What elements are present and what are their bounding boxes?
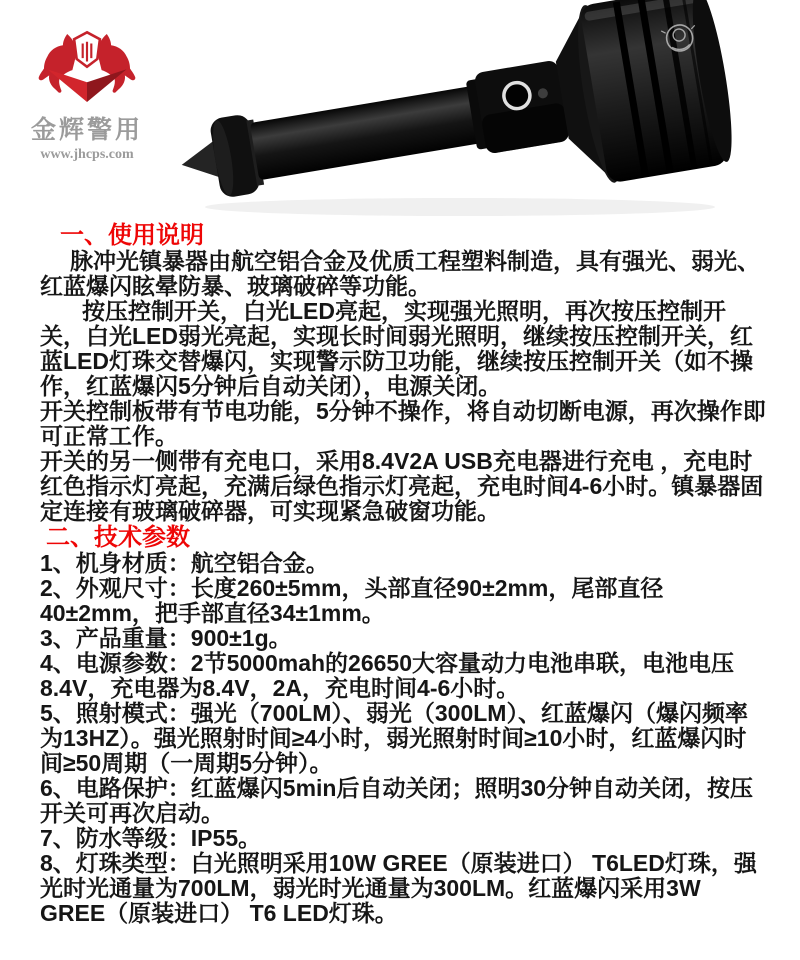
spec-item-led-type: 8、灯珠类型：白光照明采用10W GREE（原装进口） T6LED灯珠，强光时光通量为700LM，弱光时光通量为300LM。红蓝爆闪采用3W GREE（原装进口） T6 LED灯珠。 [40, 850, 757, 926]
flashlight-image [150, 0, 750, 222]
usage-paragraph-3: 开关控制板带有节电功能，5分钟不操作，将自动切断电源，再次操作即可正常工作。 [40, 398, 766, 449]
spec-item-lighting-modes: 5、照射模式：强光（700LM）、弱光（300LM）、红蓝爆闪（爆闪频率为13HZ）。强光照射时间≥4小时，弱光照射时间≥10小时，红蓝爆闪时间≥50周期（一周期5分钟）。 [40, 700, 748, 776]
handle-tube [250, 85, 486, 180]
spec-item-weight: 3、产品重量：900±1g。 [40, 625, 292, 651]
spec-item-circuit-protection: 6、电路保护：红蓝爆闪5min后自动关闭；照明30分钟自动关闭，按压开关可再次启动。 [40, 775, 754, 826]
photo-shadow [205, 198, 715, 216]
usage-paragraph-1: 脉冲光镇暴器由航空铝合金及优质工程塑料制造，具有强光、弱光、红蓝爆闪眩晕防暴、玻璃破碎等功能。 [40, 248, 760, 299]
usage-paragraph-4: 开关的另一侧带有充电口，采用8.4V2A USB充电器进行充电 ，充电时红色指示灯亮起，充满后绿色指示灯亮起，充电时间4-6小时。镇暴器固定连接有玻璃破碎器，可实现紧急破窗功能。 [40, 448, 764, 524]
product-photo [150, 0, 750, 222]
brand-website: www.jhcps.com [40, 147, 134, 162]
document-body [40, 222, 768, 926]
section-title-specs: 二、技术参数 [46, 524, 190, 551]
spec-item-body-material: 1、机身材质：航空铝合金。 [40, 550, 329, 576]
twin-horses-shield-icon [31, 22, 143, 108]
usage-paragraph-2: 按压控制开关，白光LED亮起，实现强光照明，再次按压控制开关，白光LED弱光亮起，实现长时间弱光照明，继续按压控制开关，红蓝LED灯珠交替爆闪，实现警示防卫功能，继续按压控制开关（如不操作，红蓝爆闪5分钟后自动关闭），电源关闭。 [40, 298, 753, 399]
brand-logo [28, 22, 146, 163]
brand-name: 金辉警用 [30, 117, 143, 144]
spec-item-waterproof-rating: 7、防水等级：IP55。 [40, 825, 262, 851]
section-title-usage: 一、使用说明 [60, 222, 204, 249]
spec-item-dimensions: 2、外观尺寸：长度260±5mm，头部直径90±2mm，尾部直径40±2mm，把手部直径34±1mm。 [40, 575, 664, 626]
spec-item-power: 4、电源参数：2节5000mah的26650大容量动力电池串联，电池电压8.4V，充电器为8.4V，2A，充电时间4-6小时。 [40, 650, 734, 701]
